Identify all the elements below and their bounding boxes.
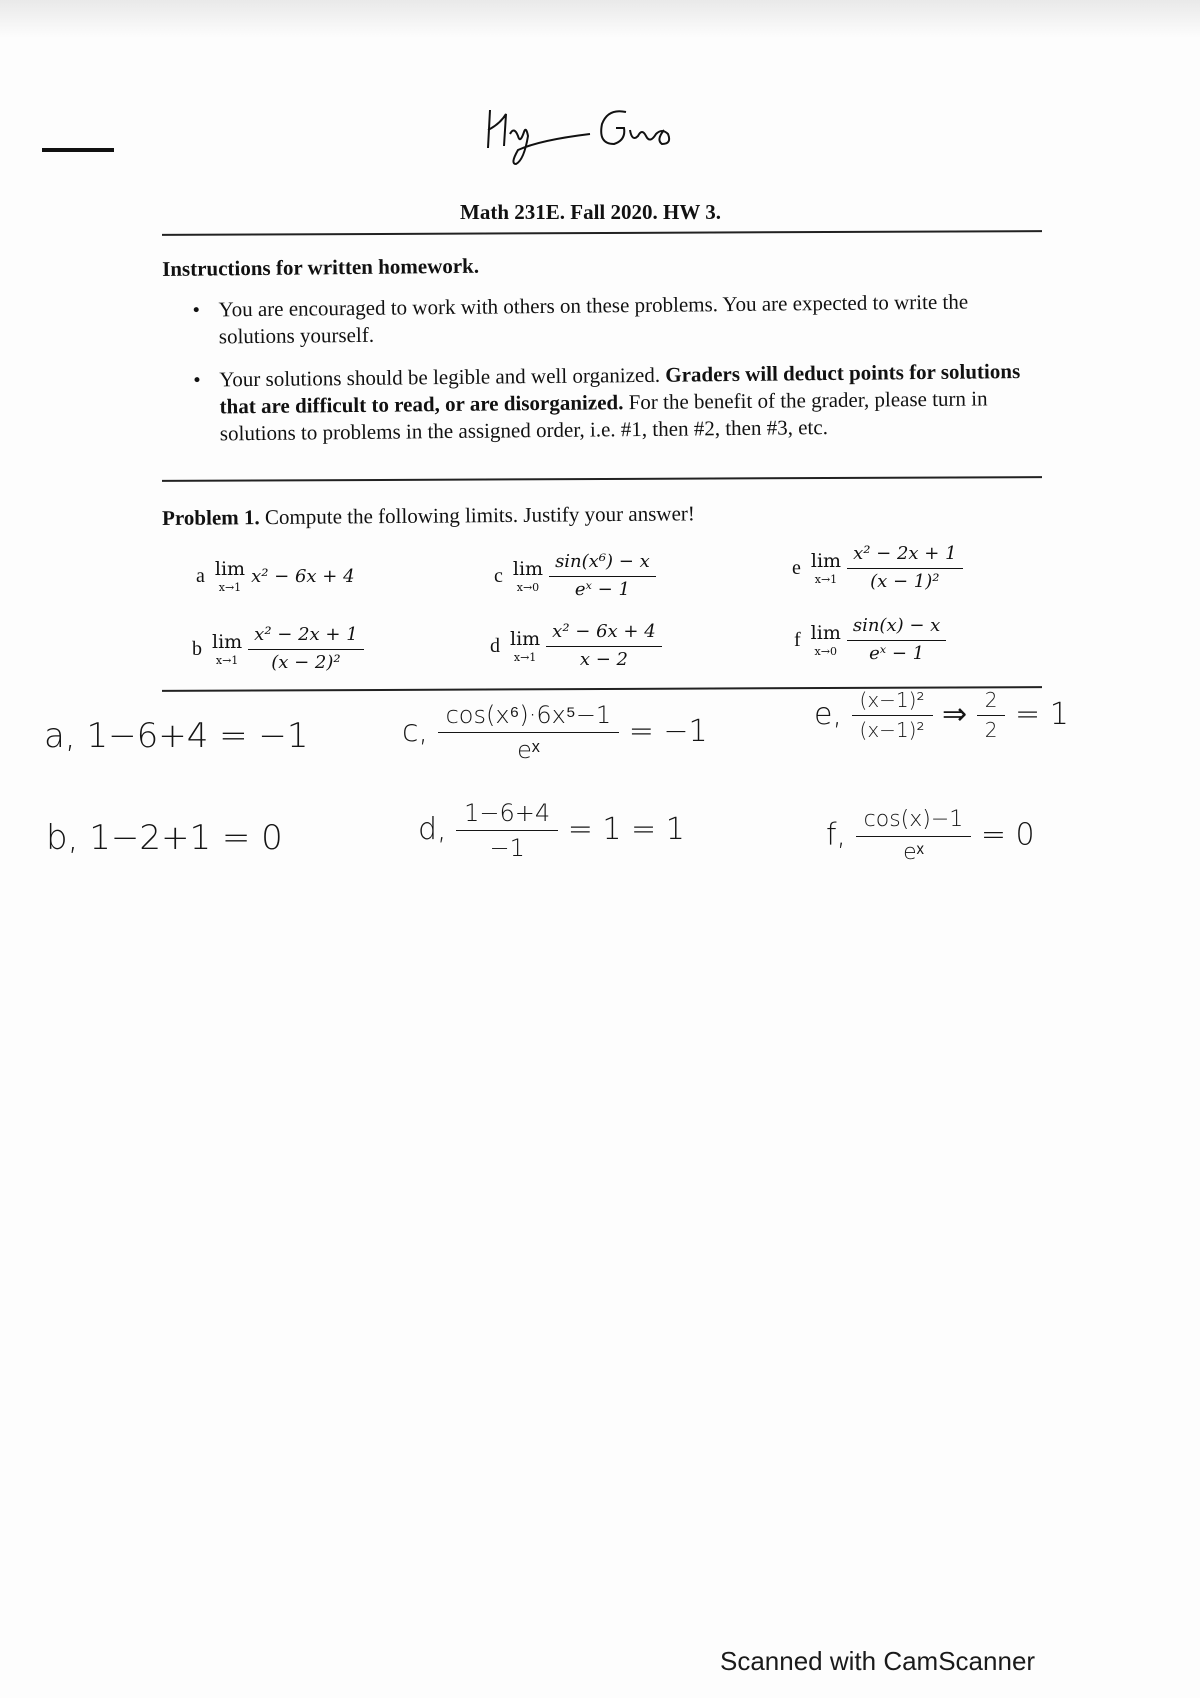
numerator: x² − 2x + 1 (847, 544, 962, 569)
numerator: 1−6+4 (456, 798, 558, 831)
bullet-icon: • (193, 367, 201, 392)
lim-word: lim (510, 627, 541, 650)
limit-label: c (494, 564, 503, 587)
instruction-text: Your solutions should be legible and well organized. (219, 362, 666, 392)
implies-arrow: ⇒ (942, 697, 968, 732)
limit-e (792, 544, 963, 592)
answer-fraction (977, 688, 1006, 743)
instruction-item (192, 288, 1043, 351)
signature (480, 100, 700, 174)
bullet-icon: • (192, 297, 201, 322)
limit-label: d (490, 634, 500, 657)
limit-label: b (192, 637, 202, 660)
lim-subscript: x→1 (513, 650, 537, 664)
problem-heading (162, 501, 695, 531)
lim-operator (810, 621, 841, 658)
denominator: −1 (489, 834, 525, 862)
numerator: 2 (977, 688, 1006, 716)
instructions-block (162, 247, 1044, 464)
signature-drawing (480, 100, 700, 170)
lim-operator (512, 557, 544, 594)
numerator: sin(x⁶) − x (549, 552, 656, 577)
denominator: eˣ (903, 839, 924, 865)
limit-fraction (546, 622, 661, 670)
answer-label: c, (402, 714, 429, 749)
page-title: Math 231E. Fall 2020. HW 3. (460, 200, 721, 224)
numerator: cos(x⁶)·6x⁵−1 (438, 700, 620, 733)
answer-result: = −1 (628, 714, 708, 749)
lim-word: lim (810, 549, 842, 572)
answer-fraction (856, 806, 972, 866)
denominator: (x−1)² (859, 718, 925, 742)
lim-word: lim (212, 630, 243, 653)
denominator: x − 2 (579, 648, 628, 670)
problem-text: Compute the following limits. Justify your answer! (264, 501, 695, 530)
answer-c (402, 700, 708, 765)
lim-subscript: x→1 (814, 572, 838, 586)
lim-subscript: x→1 (218, 581, 242, 594)
limit-fraction (248, 625, 363, 673)
denominator: eˣ − 1 (574, 578, 630, 600)
scanner-watermark: Scanned with CamScanner (720, 1646, 1036, 1676)
instruction-item (193, 358, 1044, 448)
scan-edge-shadow (0, 0, 1200, 38)
limit-label: f (794, 628, 801, 651)
denominator: (x − 1)² (870, 570, 940, 592)
lim-operator (212, 630, 243, 667)
answer-a: a, 1−6+4 = −1 (44, 716, 309, 756)
answer-label: f, (826, 817, 847, 853)
denominator: 2 (984, 718, 998, 742)
lim-word: lim (214, 558, 246, 580)
denominator: eˣ − 1 (869, 642, 925, 664)
instruction-emphasis: Graders will deduct points for solutions that are difficult to read, or are disorganized. (219, 359, 1021, 419)
limit-a (196, 560, 355, 593)
limit-d (490, 622, 662, 670)
numerator: cos(x)−1 (856, 806, 972, 837)
answer-f (826, 806, 1035, 866)
limit-fraction (847, 616, 946, 664)
lim-operator (215, 560, 245, 593)
divider (162, 230, 1042, 235)
numerator: (x−1)² (852, 688, 933, 716)
answer-fraction (438, 700, 620, 765)
limit-c (494, 552, 656, 600)
answer-result: = 0 (980, 817, 1035, 853)
denominator: (x − 2)² (271, 651, 341, 673)
numerator: sin(x) − x (847, 616, 946, 641)
limit-b (192, 625, 364, 673)
lim-word: lim (810, 621, 841, 644)
answer-result: = 1 = 1 (567, 812, 685, 847)
problem-label: Problem 1. (162, 505, 260, 530)
lim-word: lim (512, 557, 544, 580)
answer-label: d, (418, 812, 447, 847)
answer-e (814, 688, 1069, 743)
answer-fraction (456, 798, 558, 863)
limit-fraction (847, 544, 962, 592)
instruction-text: For the benefit of the grader, please turn in solutions to problems in the assigned order, i.e. #1, then #2, then #3, etc. (219, 386, 988, 446)
margin-mark (42, 148, 114, 152)
limit-label: e (792, 556, 801, 579)
answer-d (418, 798, 685, 863)
limit-expression: x² − 6x + 4 (251, 566, 355, 587)
instructions-list (162, 288, 1044, 448)
limit-fraction (549, 552, 656, 600)
divider (162, 476, 1042, 481)
lim-subscript: x→0 (814, 644, 837, 658)
lim-operator (510, 627, 541, 664)
limit-label: a (196, 565, 205, 587)
denominator: eˣ (517, 736, 540, 764)
answer-b: b, 1−2+1 = 0 (46, 818, 283, 858)
instruction-text: You are encouraged to work with others on these problems. You are expected to write the solutions yourself. (218, 289, 969, 349)
lim-subscript: x→1 (215, 653, 239, 667)
answer-fraction (852, 688, 933, 743)
lim-operator (810, 549, 842, 586)
limit-f (794, 616, 946, 664)
answer-result: = 1 (1015, 697, 1069, 732)
instructions-heading: Instructions for written homework. (162, 253, 480, 281)
numerator: x² − 2x + 1 (248, 625, 363, 650)
lim-subscript: x→0 (516, 580, 540, 594)
answer-label: e, (814, 697, 842, 732)
numerator: x² − 6x + 4 (546, 622, 661, 647)
